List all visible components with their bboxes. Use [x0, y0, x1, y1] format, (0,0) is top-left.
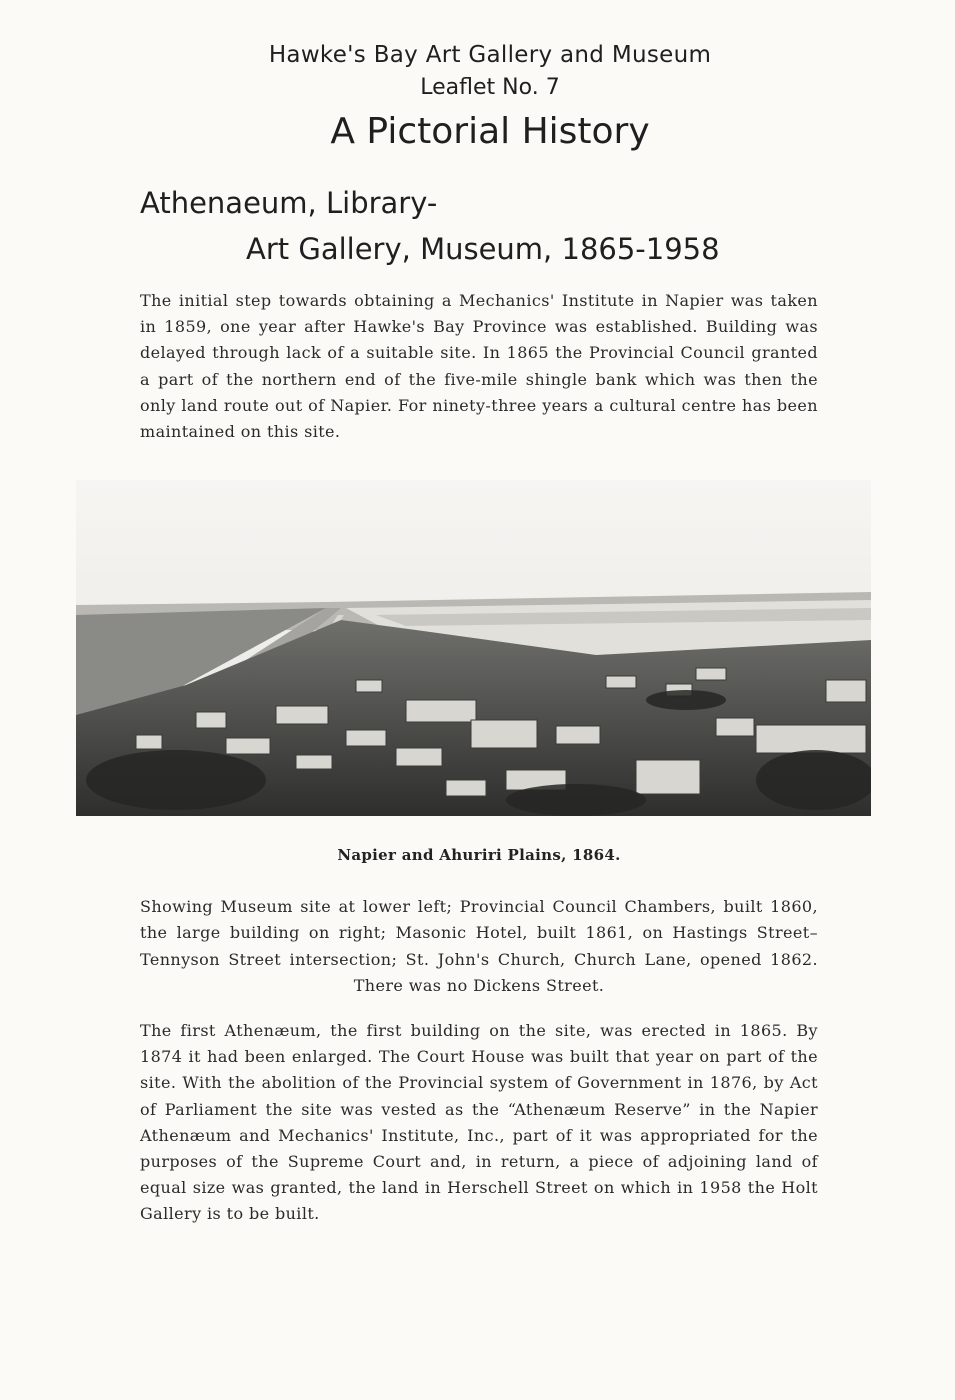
gallery-name: Hawke's Bay Art Gallery and Museum [268, 42, 712, 68]
leaflet-number: Leaflet No. 7 [420, 75, 560, 100]
leaflet-header [0, 38, 955, 158]
napier-panorama-photo [76, 480, 871, 816]
second-paragraph: The first Athenæum, the first building on the site, was erected in 1865. By 1874 it had been enlarged. The Court House was built that year on part of the site. With the abolition of the Provincial system of Government in 1876, by Act of Parliament the site was vested as the “Athenæum Reserve” in the Napier Athenæum and Mechanics' Institute, Inc., part of it was appropriated for the purposes of the Supreme Court and, in return, a piece of adjoining land of equal size was granted, the land in Herschell Street on which in 1958 the Holt Gallery is to be built. [140, 1021, 818, 1224]
historic-photo [76, 480, 871, 816]
photo-caption-title: Napier and Ahuriri Plains, 1864. [337, 846, 621, 864]
intro-paragraph: The initial step towards obtaining a Mechanics' Institute in Napier was taken in 1859, one year after Hawke's Bay Province was established. Building was delayed through lack of a suitable site. In 1865 the Provincial Council granted a part of the northern end of the five-mile shingle bank which was then the only land route out of Napier. For ninety-three years a cultural centre has been maintained on this site. [140, 291, 818, 442]
page-title: A Pictorial History [330, 111, 650, 152]
photo-caption-text: Showing Museum site at lower left; Provincial Council Chambers, built 1860, the large building on right; Masonic Hotel, built 1861, on Hastings Street–Tennyson Street intersection; St. John's Church, Church Lane, opened 1862. There was no Dickens Street. [140, 897, 818, 996]
section-title-line1: Athenaeum, Library- [140, 186, 438, 220]
section-title-line2: Art Gallery, Museum, 1865-1958 [246, 232, 720, 266]
